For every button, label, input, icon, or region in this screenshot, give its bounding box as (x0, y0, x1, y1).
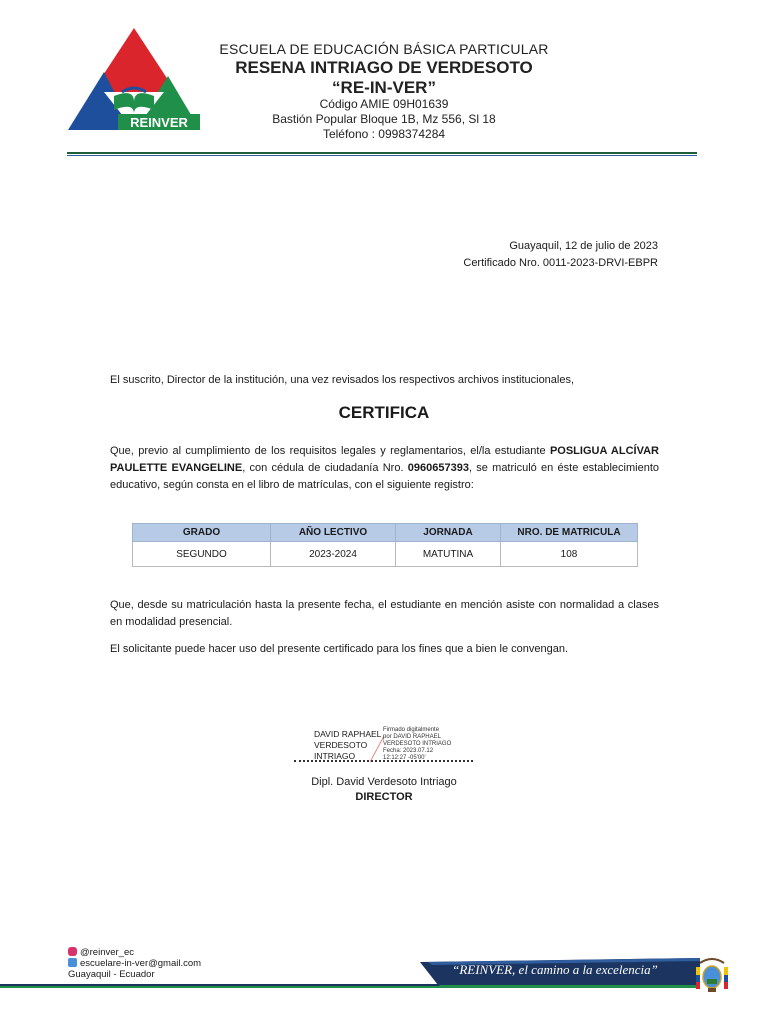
ecuador-coat-of-arms-icon (694, 955, 730, 995)
school-phone: Teléfono : 0998374284 (322, 127, 446, 141)
signature-detail-line: 12:12:27 -05'00' (383, 755, 426, 761)
signer-name: Dipl. David Verdesoto Intriago (311, 776, 457, 788)
paragraph-text: , se matriculó en éste establecimiento educativo, según consta en el libro de matrículas, con el siguiente registro: (110, 462, 659, 491)
school-short-name: “RE-IN-VER” (332, 78, 436, 97)
intro-text: El suscrito, Director de la institución, una vez revisados los respectivos archivos institucionales, (110, 374, 575, 386)
column-header: AÑO LECTIVO (271, 524, 396, 542)
attendance-paragraph: Que, desde su matriculación hasta la presente fecha, el estudiante en mención asiste con normalidad a clases en modalidad presencial. (110, 599, 659, 628)
header-divider (67, 152, 697, 154)
signature-detail-line: Fecha: 2023.07.12 (383, 748, 434, 754)
signature-detail-line: por DAVID RAPHAEL (383, 734, 441, 740)
enrollment-table (132, 523, 638, 567)
signer-role: DIRECTOR (355, 791, 413, 803)
column-header: JORNADA (396, 524, 501, 542)
student-id: 0960657393 (407, 462, 469, 474)
table-cell: MATUTINA (396, 542, 501, 567)
student-name: POSLIGUA ALCÍVAR PAULETTE EVANGELINE (110, 445, 659, 474)
certification-paragraph (110, 443, 659, 494)
logo-text: REINVER (130, 115, 188, 130)
instagram-handle: @reinver_ec (80, 947, 134, 958)
table-row (133, 542, 638, 567)
school-address: Bastión Popular Bloque 1B, Mz 556, Sl 18 (272, 112, 496, 126)
school-type: ESCUELA DE EDUCACIÓN BÁSICA PARTICULAR (219, 41, 549, 57)
paragraph-text: , con cédula de ciudadanía Nro. (242, 462, 408, 474)
amie-code: Código AMIE 09H01639 (319, 97, 449, 111)
email-address: escuelare-in-ver@gmail.com (80, 958, 202, 969)
column-header: NRO. DE MATRICULA (501, 524, 638, 542)
date-line: Guayaquil, 12 de julio de 2023 (509, 240, 658, 252)
usage-paragraph: El solicitante puede hacer uso del presente certificado para los fines que a bien le convengan. (110, 643, 569, 655)
header-divider-secondary (67, 155, 697, 156)
footer-city: Guayaquil - Ecuador (68, 969, 155, 980)
signature-name-line: VERDESOTO (314, 740, 368, 750)
document-heading: CERTIFICA (338, 403, 430, 422)
instagram-icon (68, 947, 77, 956)
paragraph-text: Que, previo al cumplimiento de los requisitos legales y reglamentarios, el/la estudiante (110, 445, 550, 457)
table-cell: 108 (501, 542, 638, 567)
signature-name-line: INTRIAGO (314, 751, 356, 761)
school-name: RESENA INTRIAGO DE VERDESOTO (235, 58, 533, 77)
signature-line (294, 760, 473, 762)
digital-signature-details (383, 727, 451, 762)
certificate-number: Certificado Nro. 0011-2023-DRVI-EBPR (463, 257, 658, 269)
signature-detail-line: Firmado digitalmente (383, 727, 440, 733)
signature-detail-line: VERDESOTO INTRIAGO (383, 741, 452, 747)
table-cell: SEGUNDO (133, 542, 271, 567)
table-header-row (133, 524, 638, 542)
column-header: GRADO (133, 524, 271, 542)
footer-slogan: “REINVER, el camino a la excelencia” (452, 962, 658, 977)
table-cell: 2023-2024 (271, 542, 396, 567)
signature-name-line: DAVID RAPHAEL (314, 729, 382, 739)
